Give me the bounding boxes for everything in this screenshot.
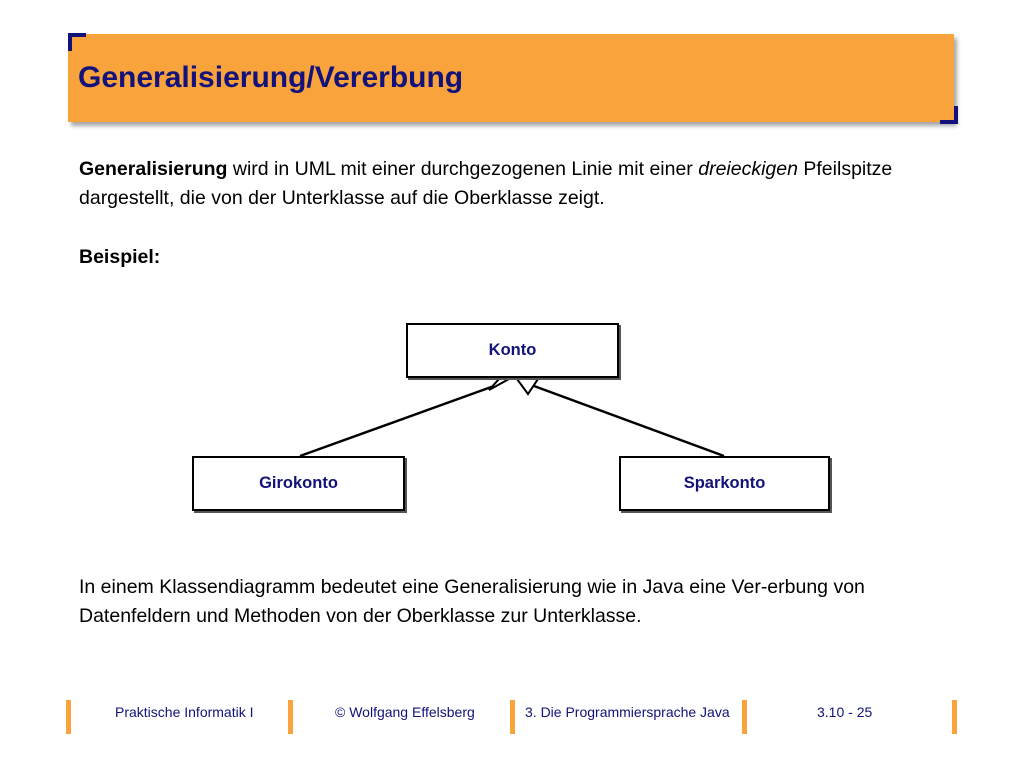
example-label: Beispiel:	[79, 246, 161, 268]
class-box-konto: Konto	[406, 323, 619, 378]
slide-title: Generalisierung/Vererbung	[78, 61, 464, 94]
footer-separator	[66, 700, 71, 734]
class-box-girokonto: Girokonto	[192, 456, 405, 511]
footer-chapter: 3. Die Programmiersprache Java	[525, 704, 730, 720]
term-dreieckigen: dreieckigen	[698, 158, 798, 180]
footer-separator	[952, 700, 957, 734]
intro-text-b: Pfeilspitze dargestellt, die von der Unterklasse auf die Oberklasse zeigt.	[79, 158, 893, 209]
footer-separator	[742, 700, 747, 734]
footer-separator	[288, 700, 293, 734]
term-generalisierung: Generalisierung	[79, 158, 228, 180]
footer-page-number: 3.10 - 25	[817, 704, 873, 720]
footer-course: Praktische Informatik I	[115, 704, 254, 720]
footer-separator	[510, 700, 515, 734]
footer-author: © Wolfgang Effelsberg	[335, 704, 475, 720]
footer	[0, 700, 1024, 736]
intro-text-a: wird in UML mit einer durchgezogenen Linie mit einer	[227, 158, 699, 180]
connector-girokonto	[300, 386, 494, 456]
triangle-arrowhead-left	[489, 379, 509, 390]
conclusion-paragraph: In einem Klassendiagramm bedeutet eine Generalisierung wie in Java eine Ver-erbung von Datenfeldern und Methoden von der Oberklasse zur Unterklasse.	[79, 576, 865, 627]
connector-sparkonto	[534, 386, 724, 456]
class-box-sparkonto: Sparkonto	[619, 456, 830, 511]
